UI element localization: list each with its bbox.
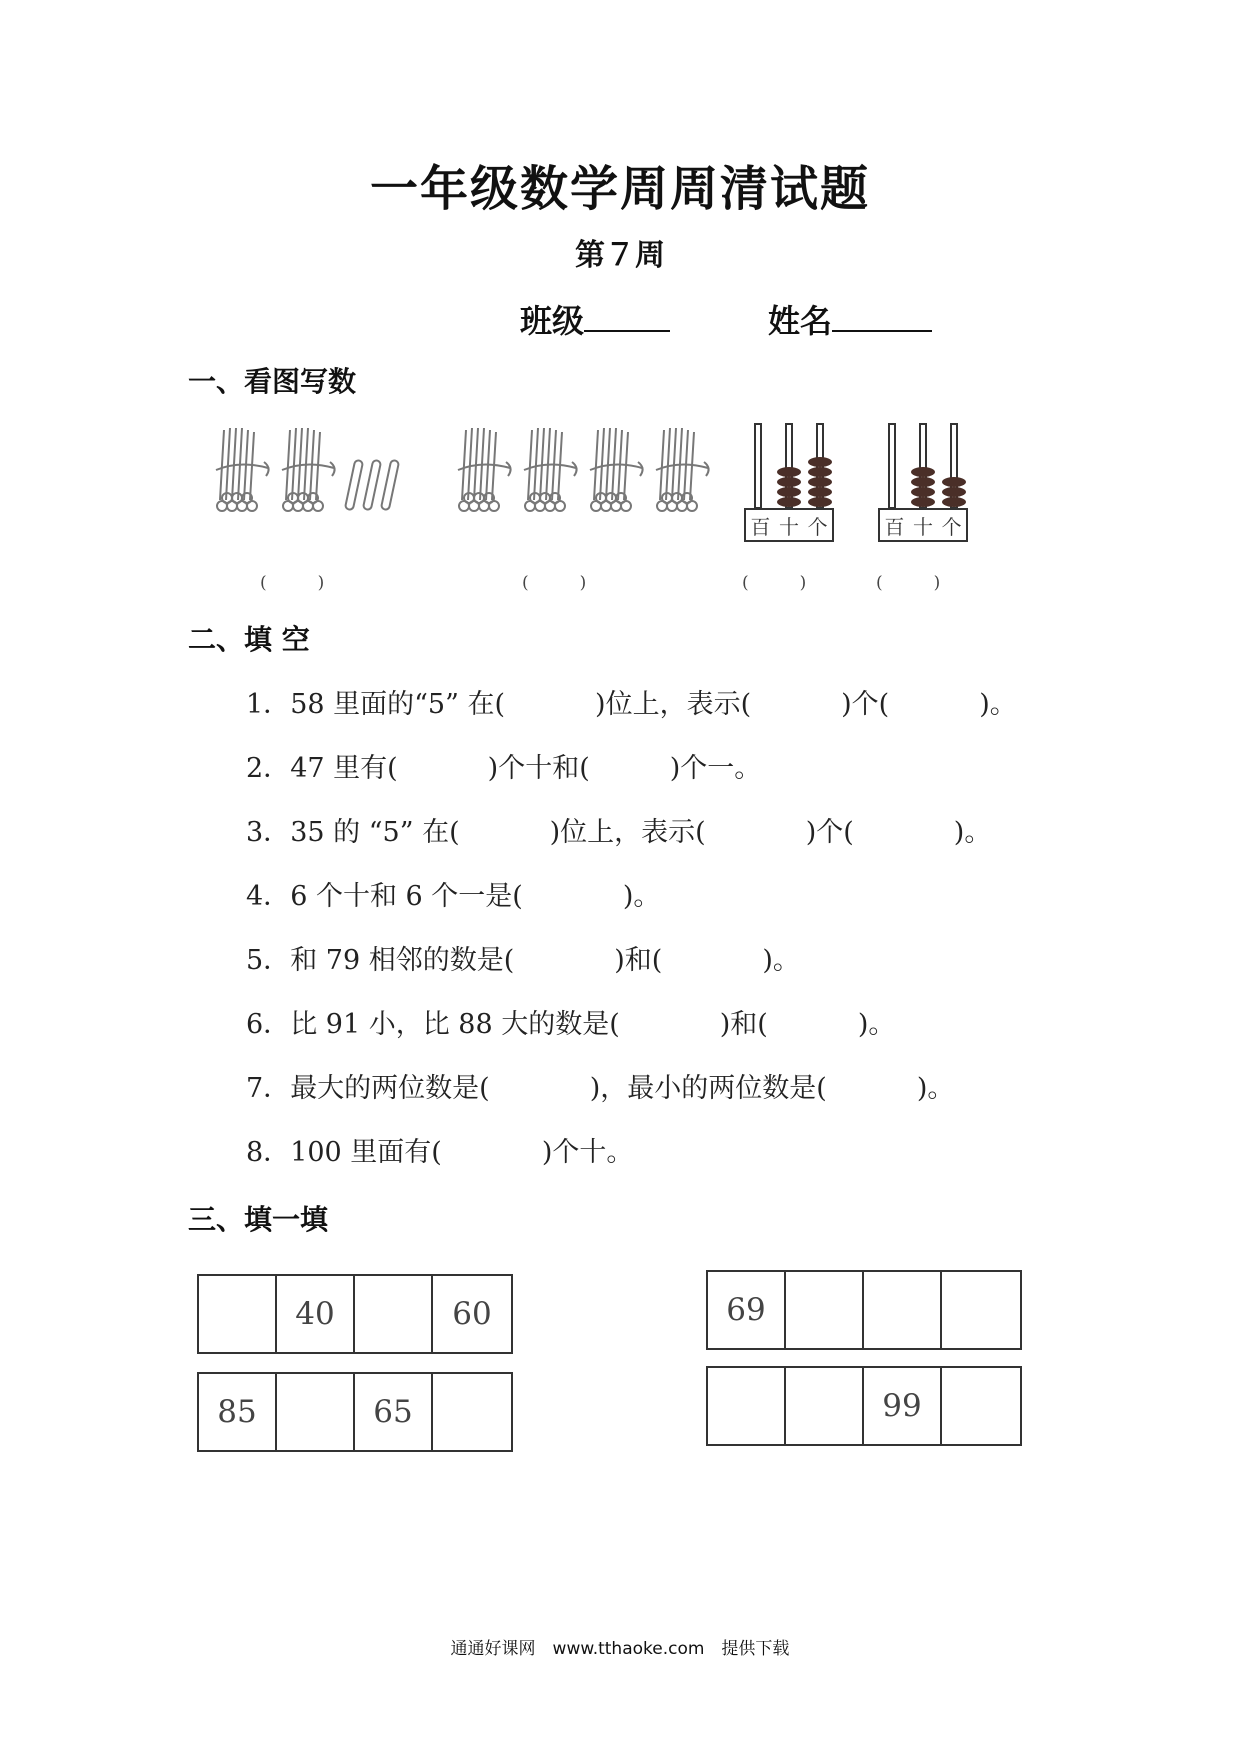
question-text: 和 79 相邻的数是( — [290, 945, 515, 976]
number-grid-3 — [197, 1372, 513, 1452]
grid-cell[interactable] — [708, 1368, 786, 1444]
abacus-1 — [744, 420, 834, 540]
section-1-heading: 一、看图写数 — [188, 365, 357, 398]
stick-bundle — [458, 428, 511, 511]
question-2 — [246, 746, 761, 785]
question-text: 100 里面有( — [290, 1137, 442, 1168]
answer-paren-4[interactable]: ( ) — [876, 573, 941, 593]
week-label: 第７周 — [575, 238, 665, 273]
abacus-2 — [878, 420, 968, 540]
question-text: )。 — [762, 945, 800, 976]
stick-bundle — [524, 428, 577, 511]
question-text: )。 — [953, 817, 992, 848]
question-number: 5． — [246, 945, 291, 976]
abacus-2-label-box — [878, 508, 968, 542]
name-blank[interactable] — [832, 300, 932, 332]
class-field — [520, 296, 670, 342]
grid-cell: 99 — [864, 1368, 942, 1444]
grid-cell[interactable] — [433, 1374, 511, 1450]
stick-bundle — [656, 428, 709, 511]
grid-cell[interactable] — [199, 1276, 277, 1352]
question-text: 35 的 “5” 在( — [290, 817, 460, 848]
number-grid-2 — [706, 1270, 1022, 1350]
question-text: )个十。 — [541, 1137, 634, 1168]
section-3-heading: 三、填一填 — [188, 1203, 329, 1236]
question-text: )。 — [916, 1073, 955, 1104]
question-8 — [246, 1130, 633, 1169]
stick-bundle — [590, 428, 643, 511]
class-label: 班级 — [520, 302, 585, 340]
stick-bundle — [282, 428, 335, 511]
question-text: 比 91 小，比 88 大的数是( — [290, 1009, 620, 1040]
question-number: 4． — [246, 881, 291, 912]
question-text: )。 — [857, 1009, 896, 1040]
question-3 — [246, 810, 991, 849]
question-text: 58 里面的“5” 在( — [290, 689, 506, 720]
question-4 — [246, 874, 660, 913]
question-text: )个一。 — [669, 753, 762, 784]
name-field — [768, 296, 932, 342]
grid-cell[interactable] — [786, 1368, 864, 1444]
question-7 — [246, 1066, 954, 1105]
question-text: )个( — [841, 689, 890, 720]
number-grid-4 — [706, 1366, 1022, 1446]
grid-cell: 40 — [277, 1276, 355, 1352]
abacus-1-label-box — [744, 508, 834, 542]
question-text: )和( — [719, 1009, 768, 1040]
grid-cell[interactable] — [277, 1374, 355, 1450]
question-1 — [246, 682, 1017, 721]
grid-cell: 60 — [452, 1296, 492, 1332]
answer-paren-3[interactable]: ( ) — [742, 573, 807, 593]
sticks-picture-1 — [210, 420, 410, 520]
grid-cell[interactable] — [786, 1272, 864, 1348]
question-text: )个十和( — [487, 753, 590, 784]
question-text: )。 — [622, 881, 661, 912]
question-number: 8． — [246, 1137, 291, 1168]
question-number: 7． — [246, 1073, 291, 1104]
question-5 — [246, 938, 800, 977]
question-text: )位上，表示( — [549, 817, 706, 848]
abacus-label-ones: 个 — [807, 514, 828, 539]
question-text: )，最小的两位数是( — [589, 1073, 827, 1104]
page-title: 一年级数学周周清试题 — [369, 161, 870, 217]
grid-cell[interactable] — [355, 1276, 433, 1352]
single-sticks — [345, 460, 399, 511]
abacus-label-tens: 十 — [778, 514, 799, 539]
answer-paren-1[interactable]: ( ) — [260, 573, 325, 593]
stick-bundle — [216, 428, 269, 511]
abacus-1-rods — [744, 420, 834, 510]
question-text: )个( — [805, 817, 854, 848]
question-number: 1． — [246, 689, 291, 720]
grid-cell[interactable] — [864, 1272, 942, 1348]
grid-cell[interactable] — [942, 1368, 1020, 1444]
question-text: )位上，表示( — [595, 689, 752, 720]
grid-cell[interactable] — [942, 1272, 1020, 1348]
question-6 — [246, 1002, 895, 1041]
class-blank[interactable] — [584, 300, 670, 332]
question-text: 6 个十和 6 个一是( — [290, 881, 523, 912]
abacus-2-rods — [878, 420, 968, 510]
question-text: 最大的两位数是( — [290, 1073, 490, 1104]
grid-cell: 65 — [355, 1374, 433, 1450]
abacus-label-tens: 十 — [912, 514, 933, 539]
abacus-label-hundreds: 百 — [750, 514, 771, 539]
question-number: 2． — [246, 753, 291, 784]
question-text: )。 — [979, 689, 1017, 720]
footer-text: 通通好课网 www.tthaoke.com 提供下载 — [450, 1639, 790, 1659]
grid-cell: 69 — [708, 1272, 786, 1348]
abacus-label-ones: 个 — [941, 514, 962, 539]
question-text: )和( — [614, 945, 663, 976]
sticks-picture-2 — [452, 420, 732, 520]
grid-cell: 85 — [199, 1374, 277, 1450]
question-number: 3． — [246, 817, 291, 848]
section-2-heading: 二、填 空 — [188, 623, 310, 656]
question-text: 47 里有( — [290, 753, 398, 784]
answer-paren-2[interactable]: ( ) — [522, 573, 587, 593]
number-grid-1 — [197, 1274, 513, 1354]
question-number: 6． — [246, 1009, 291, 1040]
abacus-label-hundreds: 百 — [884, 514, 905, 539]
name-label: 姓名 — [768, 302, 833, 340]
